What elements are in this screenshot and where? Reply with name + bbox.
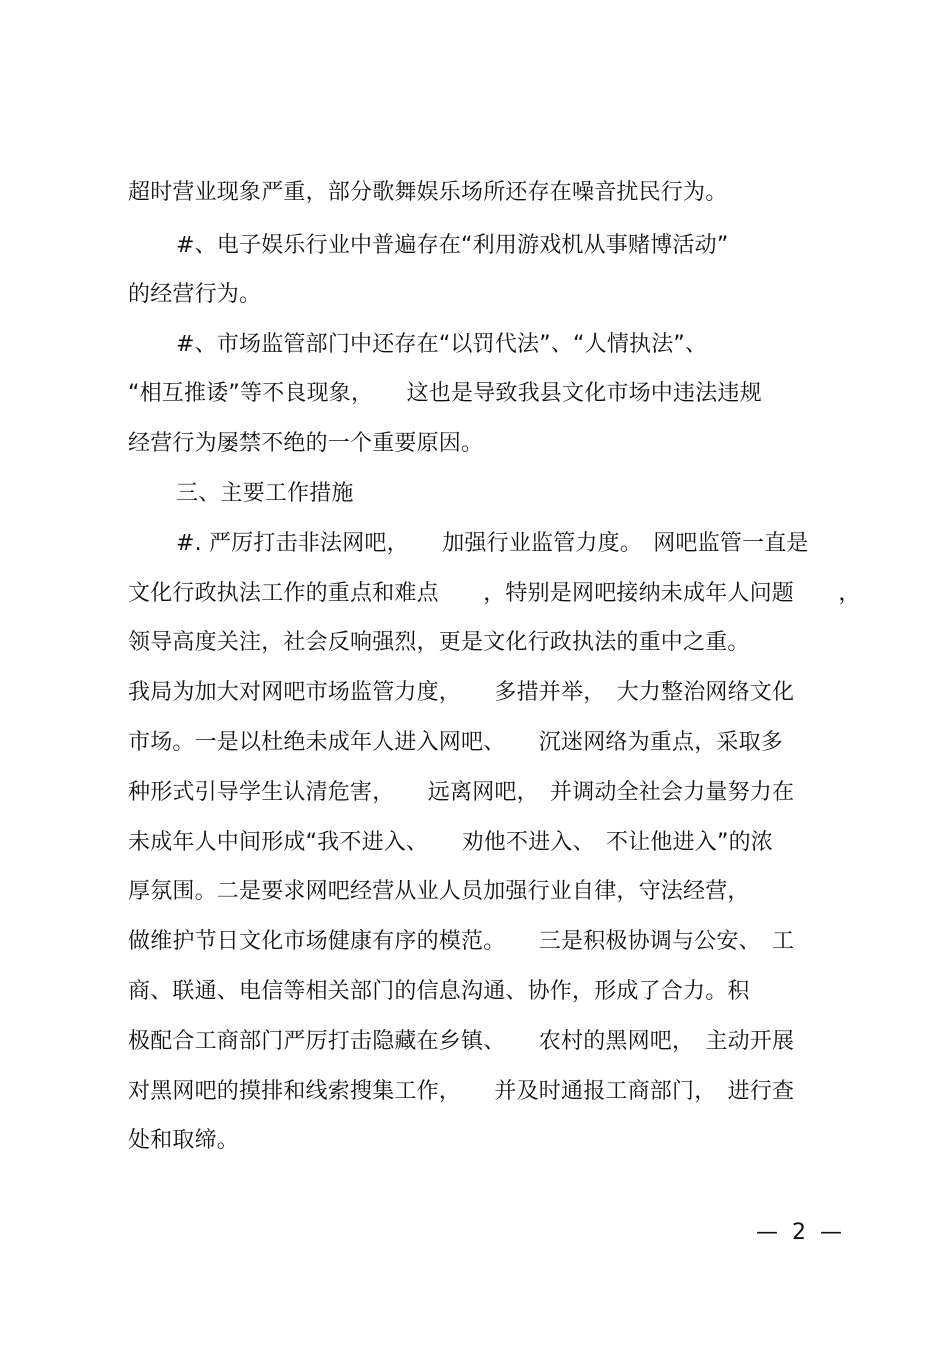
paragraph-line: 商、联通、电信等相关部门的信息沟通、协作，形成了合力。积	[128, 979, 750, 1004]
paragraph-line: 种形式引导学生认清危害， 远离网吧， 并调动全社会力量努力在	[128, 780, 795, 805]
section-heading: 三、主要工作措施	[176, 481, 354, 506]
paragraph-line: 对黑网吧的摸排和线索搜集工作， 并及时通报工商部门， 进行查	[128, 1079, 795, 1104]
paragraph-line: 文化行政执法工作的重点和难点 ，特别是网吧接纳未成年人问题 ，	[128, 581, 861, 606]
paragraph-line: #. 严厉打击非法网吧， 加强行业监管力度。 网吧监管一直是	[176, 531, 809, 556]
paragraph-line: 超时营业现象严重，部分歌舞娱乐场所还存在噪音扰民行为。	[128, 180, 728, 205]
paragraph-line: “相互推诿”等不良现象， 这也是导致我县文化市场中违法违规	[128, 381, 762, 406]
paragraph-line: 极配合工商部门严厉打击隐藏在乡镇、 农村的黑网吧， 主动开展	[128, 1029, 795, 1054]
paragraph-line: 厚氛围。二是要求网吧经营从业人员加强行业自律，守法经营，	[128, 879, 750, 904]
paragraph-line: 做维护节日文化市场健康有序的模范。 三是积极协调与公安、 工	[128, 929, 795, 954]
paragraph-line: 处和取缔。	[128, 1128, 240, 1153]
paragraph-line: 未成年人中间形成“我不进入、 劝他不进入、 不让他进入”的浓	[128, 830, 773, 855]
paragraph-line: #、市场监管部门中还存在“以罚代法”、“人情执法”、	[176, 332, 708, 357]
paragraph-line: 经营行为屡禁不绝的一个重要原因。	[128, 431, 484, 456]
paragraph-line: 市场。一是以杜绝未成年人进入网吧、 沉迷网络为重点，采取多	[128, 730, 784, 755]
paragraph-line: 的经营行为。	[128, 282, 262, 307]
paragraph-line: #、电子娱乐行业中普遍存在“利用游戏机从事赌博活动”	[176, 233, 729, 258]
paragraph-line: 领导高度关注，社会反响强烈，更是文化行政执法的重中之重。	[128, 630, 750, 655]
paragraph-line: 我局为加大对网吧市场监管力度， 多措并举， 大力整治网络文化	[128, 680, 795, 705]
page-number: — 2 —	[756, 1220, 842, 1245]
